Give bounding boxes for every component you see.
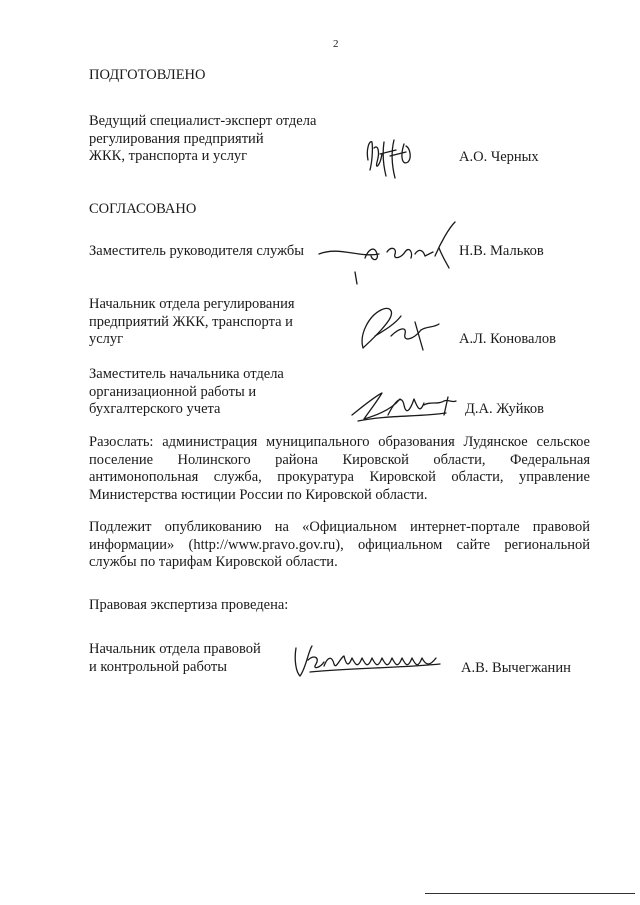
signature-konovalov	[355, 300, 445, 360]
signature-chernykh	[360, 132, 432, 180]
signature-malkov	[315, 218, 465, 290]
agreed-heading: СОГЛАСОВАНО	[89, 201, 197, 217]
signer-position	[89, 243, 329, 261]
signer-position	[89, 366, 329, 419]
legal-review-name: А.В. Вычегжанин	[461, 660, 571, 676]
signature-zhuikov	[348, 385, 463, 427]
position-line: Начальник отдела правовой	[89, 641, 261, 657]
position-line: Заместитель начальника отдела	[89, 366, 284, 382]
position-line: предприятий ЖКК, транспорта и	[89, 313, 293, 330]
footer-rule	[425, 893, 635, 894]
distribution-paragraph: Разослать: администрация муниципального образования Лудянское сельское поселение Нолинского района Кировской области, Федеральная антимонопольная служба, прокуратура Кировской области, управление Министерства юстиции России по Кировской области.	[89, 434, 590, 503]
legal-review-statement: Правовая экспертиза проведена:	[89, 597, 289, 613]
prepared-position	[89, 113, 349, 166]
position-line: Ведущий специалист-эксперт отдела	[89, 113, 317, 129]
signer-name: А.Л. Коновалов	[459, 331, 556, 347]
position-line: услуг	[89, 331, 124, 347]
position-line: Заместитель руководителя службы	[89, 243, 305, 259]
position-line: регулирования предприятий	[89, 130, 264, 147]
prepared-name: А.О. Черных	[459, 149, 539, 165]
signer-name: Д.А. Жуйков	[465, 401, 544, 417]
position-line: организационной работы и	[89, 383, 257, 400]
legal-review-position	[89, 641, 309, 676]
signature-vychegzhanin	[290, 640, 460, 682]
signer-name: Н.В. Мальков	[459, 243, 544, 259]
position-line: ЖКК, транспорта и услуг	[89, 148, 248, 164]
publication-paragraph: Подлежит опубликованию на «Официальном интернет-портале правовой информации» (http://www.pravo.gov.ru), официальном сайте региональной службы по тарифам Кировской области.	[89, 519, 590, 570]
position-line: Начальник отдела регулирования	[89, 296, 295, 312]
position-line: бухгалтерского учета	[89, 401, 221, 417]
prepared-heading: ПОДГОТОВЛЕНО	[89, 67, 206, 83]
page-number: 2	[333, 38, 339, 50]
signer-position	[89, 296, 329, 349]
position-line: и контрольной работы	[89, 658, 227, 675]
